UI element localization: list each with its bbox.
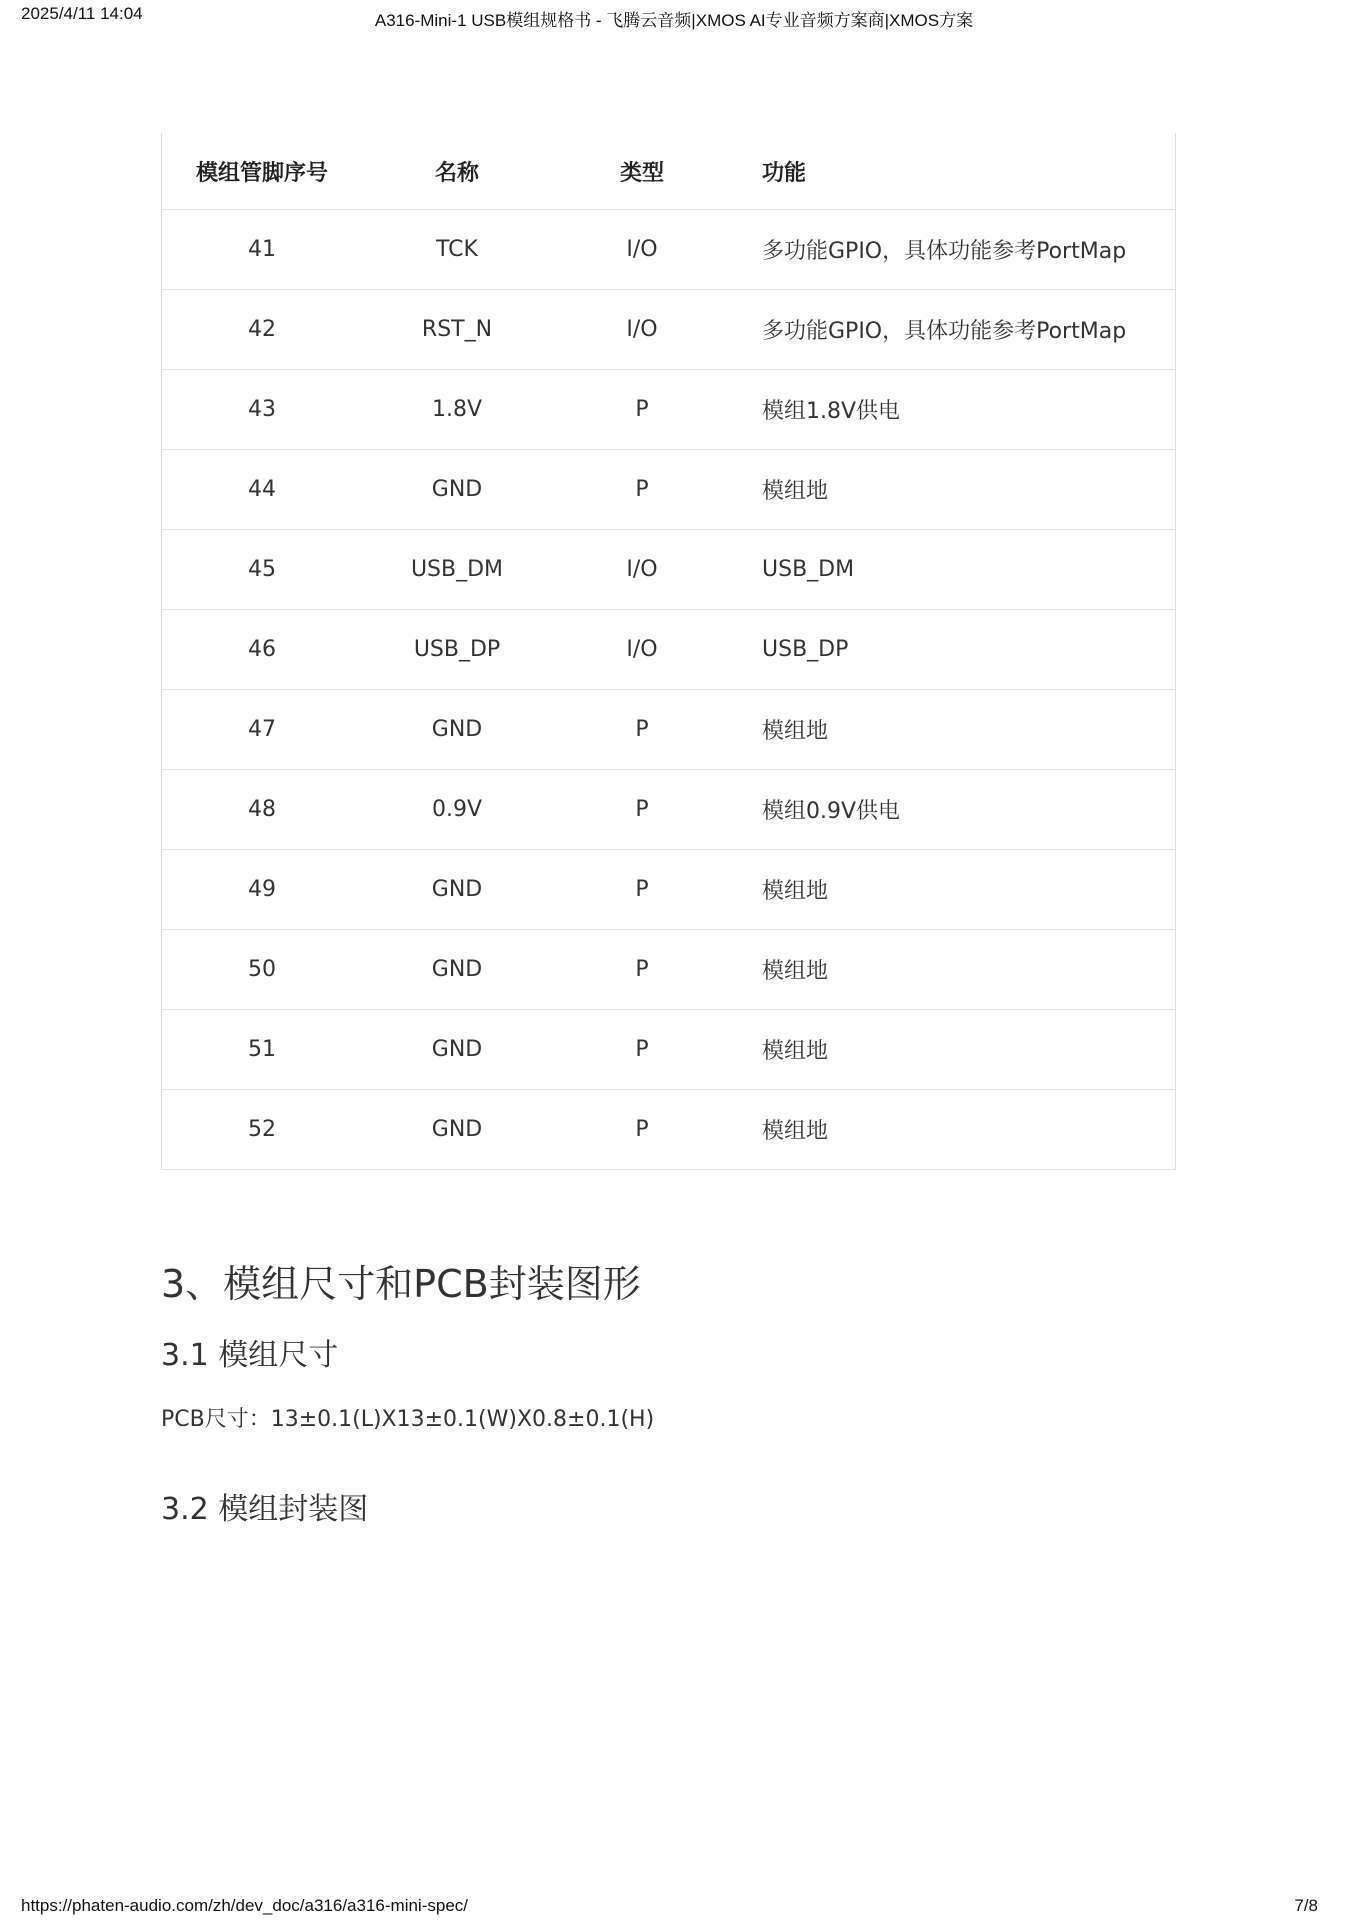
print-title: A316-Mini-1 USB模组规格书 - 飞腾云音频|XMOS AI专业音频方案商|XMOS方案	[374, 11, 974, 30]
pin-type-cell: I/O	[552, 210, 732, 290]
pin-function-cell: 模组地	[732, 930, 1176, 1010]
pin-function-cell: 多功能GPIO，具体功能参考PortMap	[732, 210, 1176, 290]
pin-number-cell: 51	[162, 1010, 363, 1090]
pin-number-cell: 50	[162, 930, 363, 1010]
table-row	[162, 210, 1176, 290]
subsection-title-package-drawing: 3.2 模组封装图	[161, 1492, 369, 1527]
pin-number-cell: 49	[162, 850, 363, 930]
pin-name-cell: TCK	[362, 210, 552, 290]
pin-function-cell: 多功能GPIO，具体功能参考PortMap	[732, 290, 1176, 370]
pin-function-cell: 模组地	[732, 1090, 1176, 1170]
pin-type-cell: P	[552, 770, 732, 850]
print-footer	[0, 1894, 1348, 1920]
pin-name-cell: USB_DM	[362, 530, 552, 610]
pin-number-cell: 46	[162, 610, 363, 690]
table-row	[162, 290, 1176, 370]
pin-name-cell: 1.8V	[362, 370, 552, 450]
pin-function-cell: 模组0.9V供电	[732, 770, 1176, 850]
print-header	[0, 4, 1348, 30]
pin-function-cell: 模组1.8V供电	[732, 370, 1176, 450]
table-row	[162, 850, 1176, 930]
pin-function-cell: USB_DM	[732, 530, 1176, 610]
pin-name-cell: RST_N	[362, 290, 552, 370]
pin-number-cell: 47	[162, 690, 363, 770]
table-row	[162, 1010, 1176, 1090]
pin-function-cell: 模组地	[732, 1010, 1176, 1090]
pin-type-cell: I/O	[552, 530, 732, 610]
pin-type-cell: P	[552, 450, 732, 530]
pin-function-cell: 模组地	[732, 690, 1176, 770]
table-row	[162, 370, 1176, 450]
pcb-size-text: PCB尺寸：13±0.1(L)X13±0.1(W)X0.8±0.1(H)	[161, 1407, 655, 1432]
subsection-title-module-size: 3.1 模组尺寸	[161, 1338, 339, 1373]
print-datetime: 2025/4/11 14:04	[21, 4, 143, 23]
pin-number-cell: 42	[162, 290, 363, 370]
pin-name-cell: 0.9V	[362, 770, 552, 850]
pin-number-cell: 52	[162, 1090, 363, 1170]
header-type: 类型	[552, 133, 732, 210]
table-row	[162, 930, 1176, 1010]
pin-type-cell: I/O	[552, 290, 732, 370]
pin-type-cell: P	[552, 850, 732, 930]
table-row	[162, 530, 1176, 610]
header-pin-number: 模组管脚序号	[162, 133, 363, 210]
table-row	[162, 610, 1176, 690]
header-function: 功能	[732, 133, 1176, 210]
pin-name-cell: GND	[362, 930, 552, 1010]
table-row	[162, 450, 1176, 530]
section-title: 3、模组尺寸和PCB封装图形	[161, 1262, 641, 1306]
pin-type-cell: P	[552, 370, 732, 450]
pin-type-cell: P	[552, 690, 732, 770]
pin-function-cell: 模组地	[732, 450, 1176, 530]
pin-name-cell: GND	[362, 690, 552, 770]
pin-name-cell: GND	[362, 1090, 552, 1170]
pin-type-cell: P	[552, 1090, 732, 1170]
pin-number-cell: 48	[162, 770, 363, 850]
pin-name-cell: GND	[362, 450, 552, 530]
pin-type-cell: P	[552, 1010, 732, 1090]
pin-number-cell: 45	[162, 530, 363, 610]
table-row	[162, 690, 1176, 770]
pin-number-cell: 44	[162, 450, 363, 530]
pin-type-cell: I/O	[552, 610, 732, 690]
pin-type-cell: P	[552, 930, 732, 1010]
pin-function-cell: 模组地	[732, 850, 1176, 930]
table-header-row	[162, 133, 1176, 210]
table-row	[162, 1090, 1176, 1170]
table-row	[162, 770, 1176, 850]
pin-name-cell: GND	[362, 1010, 552, 1090]
pin-name-cell: USB_DP	[362, 610, 552, 690]
pin-function-cell: USB_DP	[732, 610, 1176, 690]
print-page-number: 7/8	[1294, 1896, 1318, 1915]
pin-table	[161, 133, 1176, 1170]
pin-number-cell: 43	[162, 370, 363, 450]
header-name: 名称	[362, 133, 552, 210]
pin-name-cell: GND	[362, 850, 552, 930]
print-url: https://phaten-audio.com/zh/dev_doc/a316/a316-mini-spec/	[21, 1896, 468, 1915]
pin-number-cell: 41	[162, 210, 363, 290]
